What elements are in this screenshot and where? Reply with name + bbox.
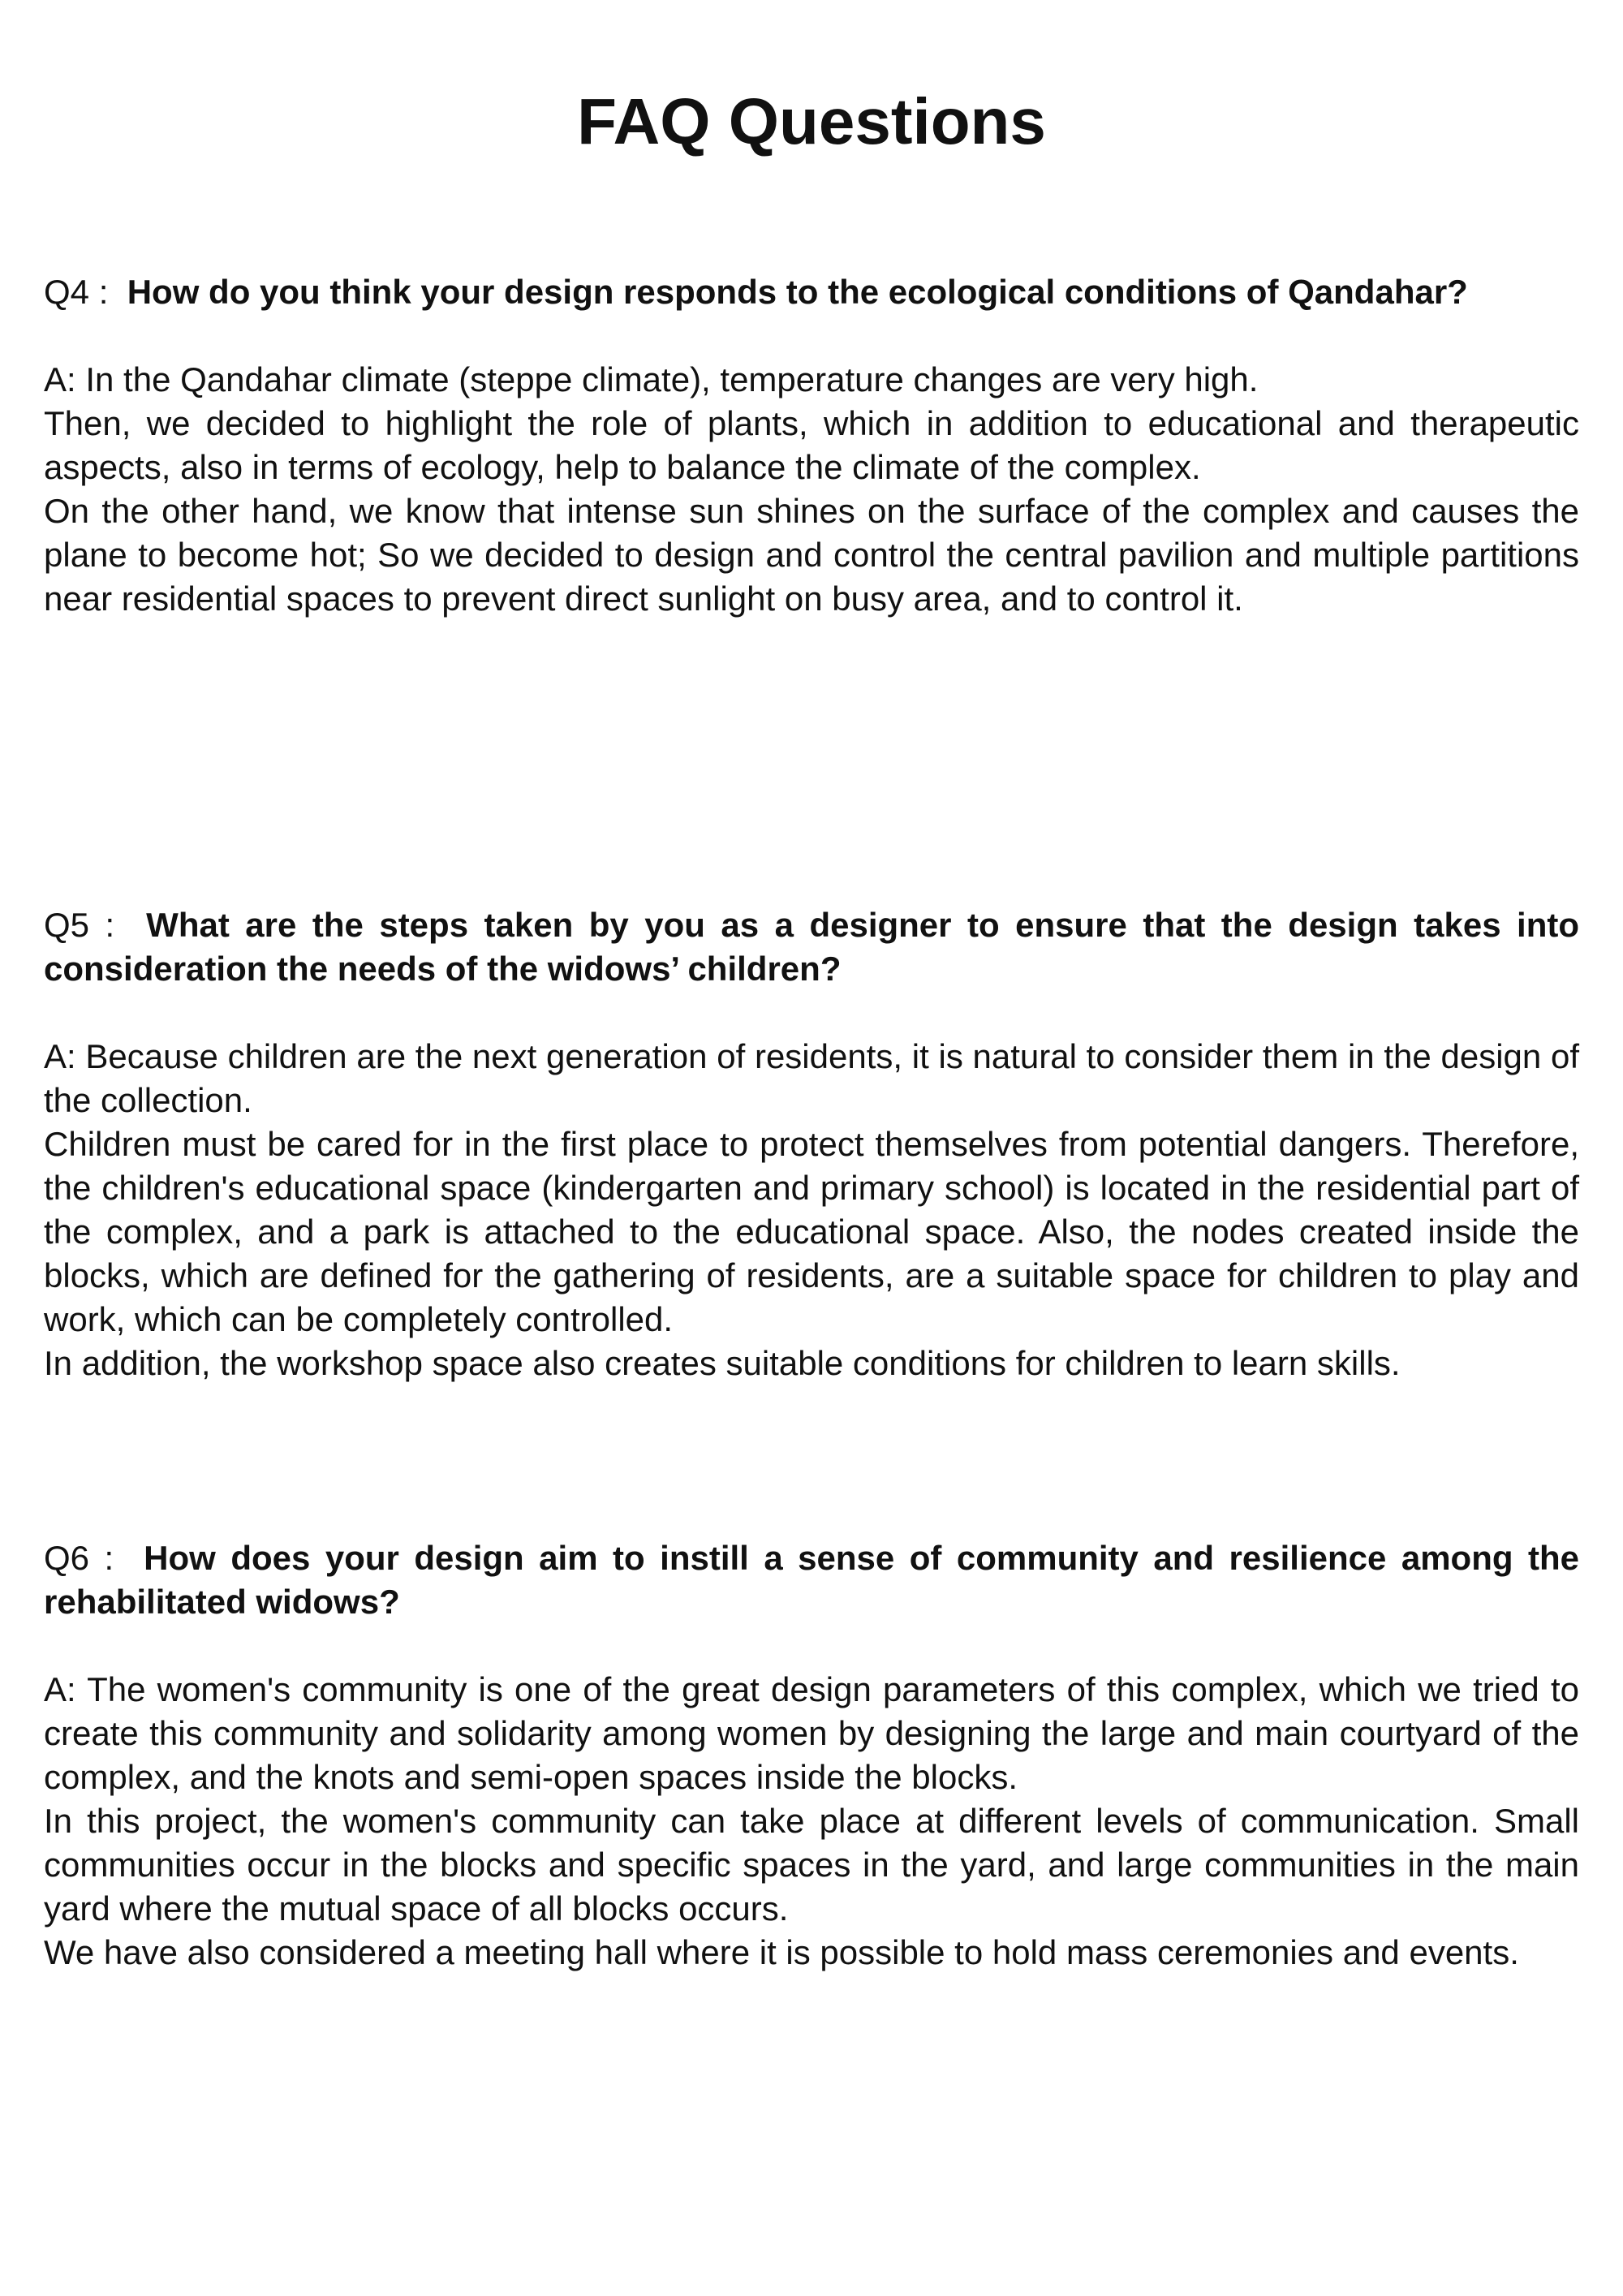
question-q6 (44, 1536, 1579, 1624)
answer-paragraph: A: Because children are the next generation of residents, it is natural to consider them in the design of the collection. (44, 1037, 1579, 1119)
question-number: Q6 : (44, 1539, 114, 1577)
answer-paragraph: In this project, the women's community can take place at different levels of communication. Small communities occur in the blocks and specific spaces in the yard, and large communities in the main yard where the mutual space of all blocks occurs. (44, 1802, 1579, 1928)
question-number: Q4 : (44, 273, 109, 311)
faq-item-q5 (44, 903, 1579, 1385)
question-text: What are the steps taken by you as a designer to ensure that the design takes into consideration the needs of the widows’ children? (44, 906, 1579, 988)
question-q4 (44, 270, 1579, 314)
question-text: How does your design aim to instill a sense of community and resilience among the rehabilitated widows? (44, 1539, 1579, 1621)
answer-paragraph: Children must be cared for in the first place to protect themselves from potential dangers. Therefore, the children's educational space (kindergarten and primary school) is located in the residential part of the complex, and a park is attached to the educational space. Also, the nodes created inside the blocks, which are defined for the gathering of residents, are a suitable space for children to play and work, which can be completely controlled. (44, 1125, 1579, 1338)
answer-q6 (44, 1668, 1579, 1975)
answer-paragraph: On the other hand, we know that intense sun shines on the surface of the complex and causes the plane to become hot; So we decided to design and control the central pavilion and multiple partitions near residential spaces to prevent direct sunlight on busy area, and to control it. (44, 492, 1579, 618)
question-number: Q5 : (44, 906, 115, 944)
answer-q5 (44, 1035, 1579, 1385)
answer-paragraph: We have also considered a meeting hall where it is possible to hold mass ceremonies and events. (44, 1933, 1519, 1971)
faq-item-q4 (44, 270, 1579, 621)
answer-paragraph: Then, we decided to highlight the role of plants, which in addition to educational and therapeutic aspects, also in terms of ecology, help to balance the climate of the complex. (44, 404, 1579, 486)
answer-paragraph: In addition, the workshop space also creates suitable conditions for children to learn skills. (44, 1344, 1401, 1382)
answer-paragraph: A: The women's community is one of the great design parameters of this complex, which we tried to create this community and solidarity among women by designing the large and main courtyard of the complex, and the knots and semi-open spaces inside the blocks. (44, 1670, 1579, 1796)
answer-paragraph: A: In the Qandahar climate (steppe climate), temperature changes are very high. (44, 360, 1259, 398)
question-q5 (44, 903, 1579, 991)
answer-q4 (44, 358, 1579, 621)
faq-item-q6 (44, 1536, 1579, 1975)
page-title: FAQ Questions (577, 85, 1046, 157)
question-text: How do you think your design responds to the ecological conditions of Qandahar? (127, 273, 1468, 311)
